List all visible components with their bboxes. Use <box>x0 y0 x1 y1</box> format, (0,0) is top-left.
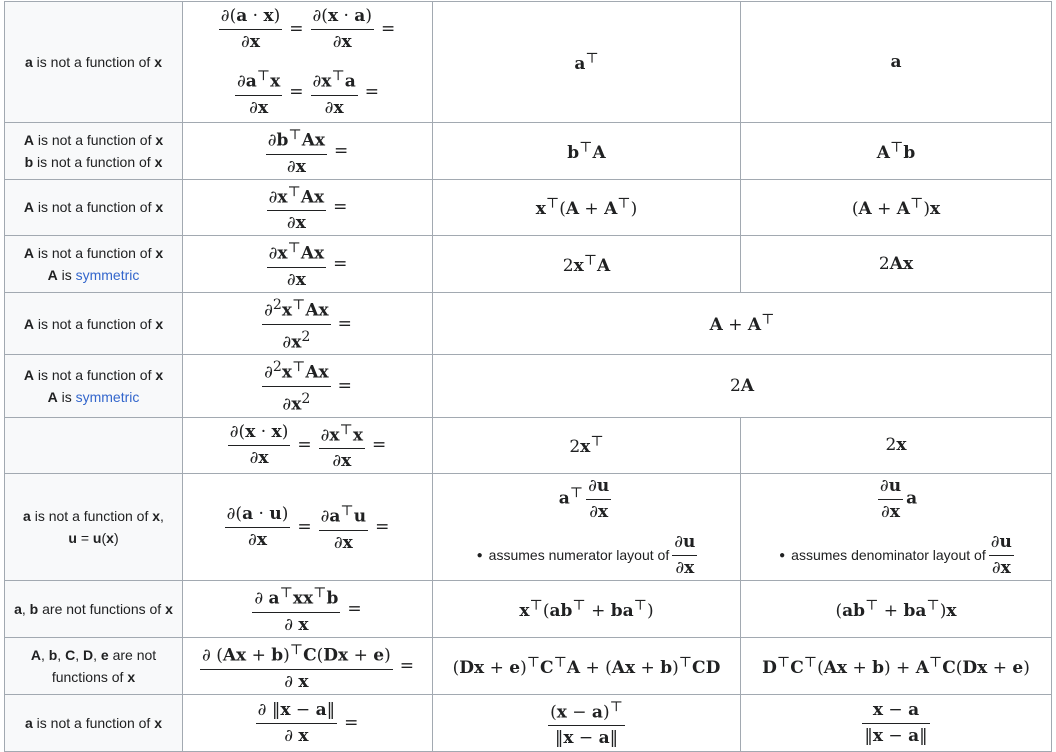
expression-cell: $\frac{\partial^2x^⊤Ax}{\partial x^2}$ = <box>183 292 433 354</box>
expression-cell: $\frac{\partial (Ax + b)^⊤C(Dx + e)}{\partial x}$ = <box>183 637 433 694</box>
denominator-layout-cell: 2x <box>741 417 1052 474</box>
denominator-layout-cell: 2Ax <box>741 236 1052 293</box>
condition-cell: A, b, C, D, e are not functions of x <box>5 637 183 694</box>
expression-line: $\frac{\partial(a \cdot x)}{\partial x}$ = $\frac{\partial(x \cdot a)}{\partial x}$ = <box>220 6 396 53</box>
denominator-layout-cell: $\frac{\partial u}{\partial x}$ a ● assumes denominator layout of $\frac{\partial u}{\partial x}$ <box>741 474 1052 581</box>
symmetric-link[interactable]: symmetric <box>75 267 140 284</box>
table-row <box>5 637 1052 694</box>
matrix-derivative-table <box>4 1 1052 752</box>
denominator-layout-cell: (A + A⊤)x <box>741 179 1052 236</box>
table-row <box>5 355 1052 417</box>
expression-cell: $\frac{\partial x^⊤Ax}{\partial x}$ = <box>183 236 433 293</box>
denominator-layout-cell: (ab⊤ + ba⊤)x <box>741 581 1052 638</box>
numerator-layout-cell: a⊤ <box>433 2 741 123</box>
table-row <box>5 694 1052 751</box>
table-row <box>5 292 1052 354</box>
numerator-layout-cell: b⊤A <box>433 123 741 180</box>
table-row <box>5 179 1052 236</box>
numerator-layout-cell: x⊤(A + A⊤) <box>433 179 741 236</box>
denominator-layout-cell: a <box>741 2 1052 123</box>
numerator-layout-cell: a⊤ $\frac{\partial u}{\partial x}$ ● assumes numerator layout of $\frac{\partial u}{\partial x}$ <box>433 474 741 581</box>
expression-cell: $\frac{\partial(a \cdot u)}{\partial x}$ = $\frac{\partial a^⊤u}{\partial x}$ = <box>183 474 433 581</box>
condition-cell: A is not a function of x b is not a function of x <box>5 123 183 180</box>
layout-note: ● assumes numerator layout of $\frac{\partial u}{\partial x}$ <box>476 532 696 579</box>
table-row <box>5 123 1052 180</box>
expression-cell: $\frac{\partial^2x^⊤Ax}{\partial x^2}$ = <box>183 355 433 417</box>
condition-cell: A is not a function of x <box>5 292 183 354</box>
merged-result-cell: A + A⊤ <box>433 292 1052 354</box>
numerator-layout-cell: $\frac{(x - a)^⊤}{‖x - a‖}$ <box>433 694 741 751</box>
condition-cell: A is not a function of x A is symmetric <box>5 236 183 293</box>
condition-cell: A is not a function of x A is symmetric <box>5 355 183 417</box>
condition-cell: a, b are not functions of x <box>5 581 183 638</box>
symmetric-link[interactable]: symmetric <box>75 388 140 405</box>
merged-result-cell: 2A <box>433 355 1052 417</box>
denominator-layout-cell: $\frac{x - a}{‖x - a‖}$ <box>741 694 1052 751</box>
table-row <box>5 2 1052 123</box>
condition-cell <box>5 417 183 474</box>
expression-line: $\frac{\partial a^⊤x}{\partial x}$ = $\frac{\partial x^⊤a}{\partial x}$ = <box>236 68 380 118</box>
denominator-layout-cell: D⊤C⊤(Ax + b) + A⊤C(Dx + e) <box>741 637 1052 694</box>
expression-cell: $\frac{\partial b^⊤Ax}{\partial x}$ = <box>183 123 433 180</box>
table-row <box>5 417 1052 474</box>
denominator-layout-cell: A⊤b <box>741 123 1052 180</box>
layout-note: ● assumes denominator layout of $\frac{\partial u}{\partial x}$ <box>779 532 1012 579</box>
numerator-layout-cell: 2x⊤A <box>433 236 741 293</box>
table-row <box>5 581 1052 638</box>
expression-cell: $\frac{\partial(x \cdot x)}{\partial x}$ = $\frac{\partial x^⊤x}{\partial x}$ = <box>183 417 433 474</box>
condition-cell: A is not a function of x <box>5 179 183 236</box>
expression-cell <box>183 2 433 123</box>
table-row <box>5 474 1052 581</box>
numerator-layout-cell: x⊤(ab⊤ + ba⊤) <box>433 581 741 638</box>
condition-cell: a is not a function of x <box>5 2 183 123</box>
table-row <box>5 236 1052 293</box>
condition-cell: a is not a function of x, u = u(x) <box>5 474 183 581</box>
expression-cell: $\frac{\partial a^⊤xx^⊤b}{\partial x}$ = <box>183 581 433 638</box>
numerator-layout-cell: (Dx + e)⊤C⊤A + (Ax + b)⊤CD <box>433 637 741 694</box>
expression-cell: $\frac{\partial ‖x - a‖}{\partial x}$ = <box>183 694 433 751</box>
condition-cell: a is not a function of x <box>5 694 183 751</box>
expression-cell: $\frac{\partial x^⊤Ax}{\partial x}$ = <box>183 179 433 236</box>
numerator-layout-cell: 2x⊤ <box>433 417 741 474</box>
